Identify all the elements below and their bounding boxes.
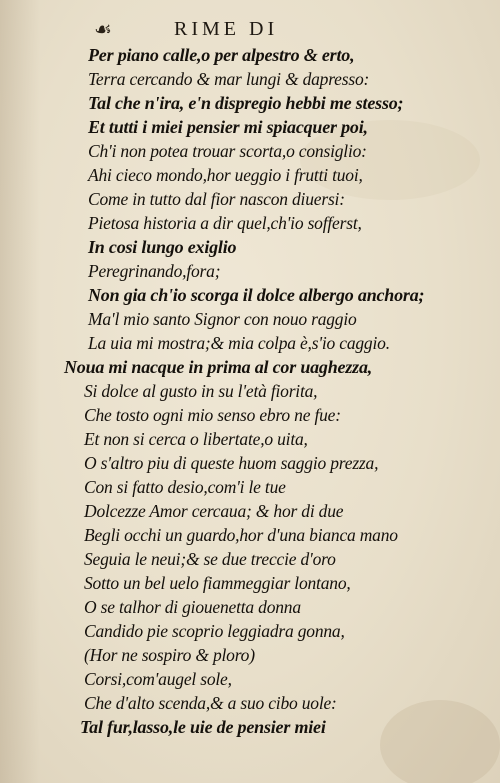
verse-line: Non gia ch'io scorga il dolce albergo anchora; bbox=[88, 285, 425, 305]
verse-line: Tal che n'ira, e'n dispregio hebbi me stesso; bbox=[88, 93, 404, 113]
verse-line: La uia mi mostra;& mia colpa è,s'io caggio. bbox=[88, 333, 390, 353]
page-header bbox=[0, 14, 500, 44]
verse-line: Ma'l mio santo Signor con nouo raggio bbox=[88, 309, 357, 329]
verse-line: Et non si cerca o libertate,o uita, bbox=[84, 429, 308, 449]
verse-line: Begli occhi un guardo,hor d'una bianca mano bbox=[84, 525, 398, 545]
paper-stain bbox=[380, 700, 500, 783]
verse-line: Con si fatto desio,com'i le tue bbox=[84, 477, 286, 497]
verse-line: Che tosto ogni mio senso ebro ne fue: bbox=[84, 405, 341, 425]
verse-line: Ahi cieco mondo,hor ueggio i frutti tuoi, bbox=[88, 165, 363, 185]
verse-line: Dolcezze Amor cercaua; & hor di due bbox=[84, 501, 344, 521]
verse-line: O s'altro piu di queste huom saggio prezza, bbox=[84, 453, 379, 473]
verse-line: In cosi lungo exiglio bbox=[88, 237, 237, 257]
gutter-shadow bbox=[0, 0, 40, 783]
verse-line: Si dolce al gusto in su l'età fiorita, bbox=[84, 381, 318, 401]
verse-line: Per piano calle,o per alpestro & erto, bbox=[88, 45, 355, 65]
verse-line: Seguia le neui;& se due treccie d'oro bbox=[84, 549, 336, 569]
verse-line: Noua mi nacque in prima al cor uaghezza, bbox=[64, 357, 373, 377]
verse-line: Terra cercando & mar lungi & dapresso: bbox=[88, 69, 370, 89]
verse-line: Tal fur,lasso,le uie de pensier miei bbox=[80, 717, 326, 737]
verse-line: (Hor ne sospiro & ploro) bbox=[84, 645, 255, 665]
verse-line: Peregrinando,fora; bbox=[88, 261, 221, 281]
verse-line: Candido pie scoprio leggiadra gonna, bbox=[84, 621, 345, 641]
verse-line: Corsi,com'augel sole, bbox=[84, 669, 232, 689]
verse-line: Che d'alto scenda,& a suo cibo uole: bbox=[84, 693, 337, 713]
verse-line: O se talhor di giouenetta donna bbox=[84, 597, 301, 617]
running-title: RIME DI bbox=[174, 18, 279, 40]
verse-line: Et tutti i miei pensier mi spiacquer poi, bbox=[88, 117, 368, 137]
verse-line: Sotto un bel uelo fiammeggiar lontano, bbox=[84, 573, 351, 593]
verse-line: Come in tutto dal fior nascon diuersi: bbox=[88, 189, 345, 209]
verse-line: Ch'i non potea trouar scorta,o consiglio: bbox=[88, 141, 367, 161]
fleuron-ornament-icon: ☙ bbox=[94, 17, 112, 41]
verse-line: Pietosa historia a dir quel,ch'io sofferst, bbox=[88, 213, 362, 233]
